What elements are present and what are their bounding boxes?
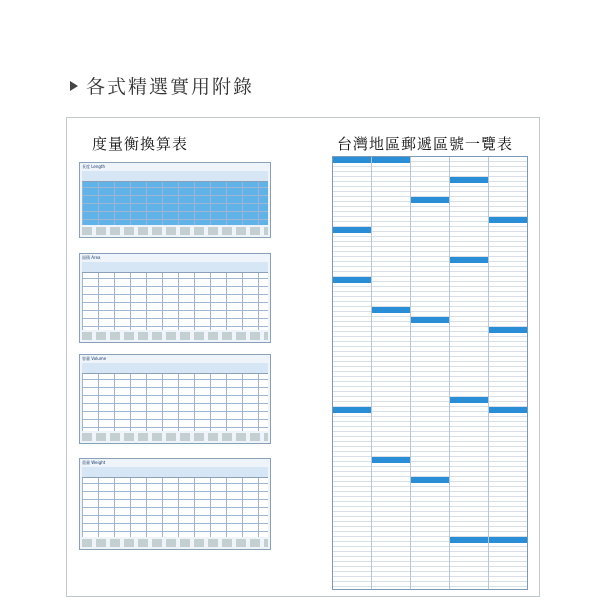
postal-column [372, 157, 411, 589]
table-header-row [82, 262, 268, 273]
table-name: 長度 Length [82, 164, 106, 169]
postal-column [411, 157, 450, 589]
appendix-frame [66, 117, 540, 597]
page-title: 各式精選實用附錄 [86, 76, 255, 98]
table-header-row [82, 171, 268, 182]
table-footnote [82, 332, 268, 340]
conversion-table-title: 度量衡換算表 [92, 135, 189, 153]
triangle-bullet-icon [70, 81, 78, 91]
conversion-table-area [79, 253, 271, 343]
conversion-table-length [79, 162, 271, 238]
table-name: 容量 Volume [82, 356, 107, 361]
postal-code-table-title: 台灣地區郵遞區號一覽表 [337, 135, 514, 153]
table-header-row [82, 467, 268, 478]
conversion-table-weight [79, 458, 271, 550]
table-header-row [82, 363, 268, 374]
table-footnote [82, 433, 268, 441]
table-name: 重量 Weight [82, 460, 106, 465]
postal-column [450, 157, 489, 589]
table-footnote [82, 227, 268, 235]
postal-column [489, 157, 528, 589]
postal-code-grid [332, 156, 528, 590]
postal-column [333, 157, 372, 589]
table-name: 面積 Area [82, 255, 101, 260]
conversion-table-volume [79, 354, 271, 444]
section-header [70, 72, 254, 99]
table-footnote [82, 539, 268, 547]
